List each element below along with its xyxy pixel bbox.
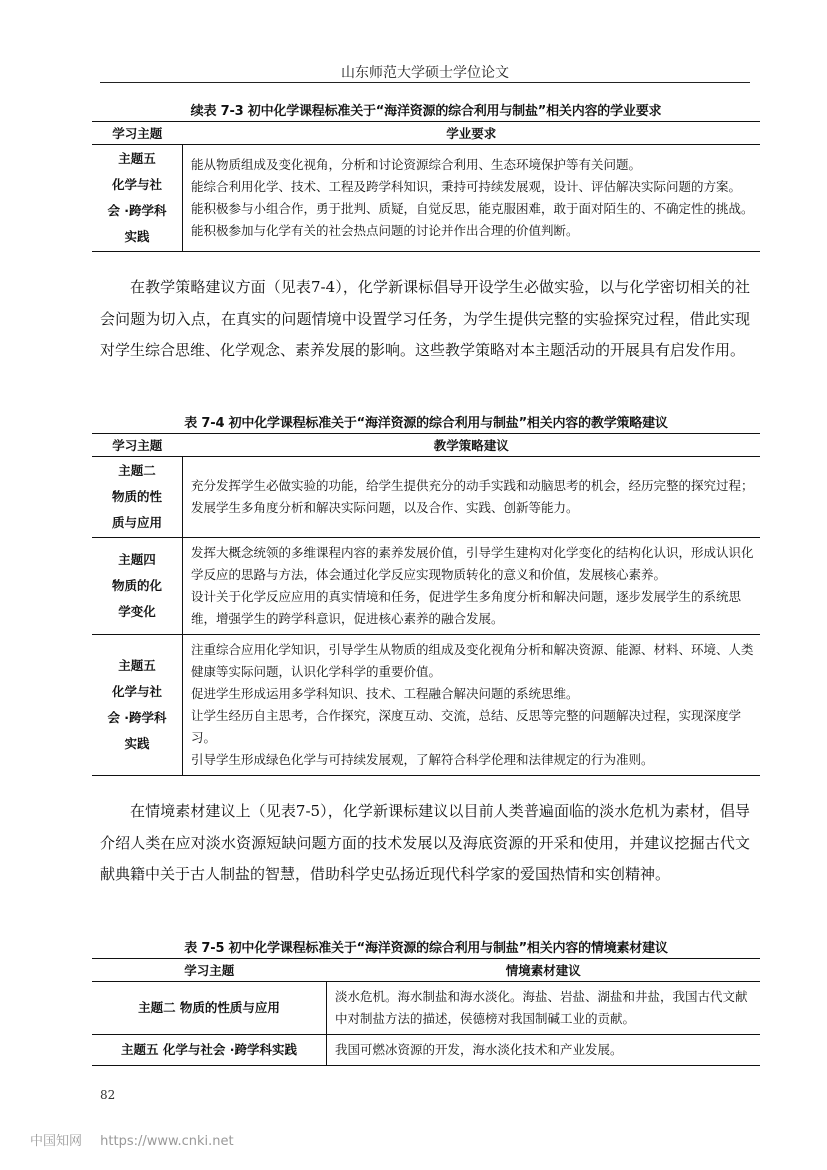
column-header-theme: 学习主题 <box>92 959 327 982</box>
running-header: 山东师范大学硕士学位论文 <box>341 65 509 81</box>
theme-line: 质与应用 <box>111 515 162 530</box>
content-line: 能积极参与小组合作，勇于批判、质疑，自觉反思，能克服困难，敢于面对陌生的、不确定性的挑战。能积极参加与化学有关的社会热点问题的讨论并作出合理的价值判断。 <box>191 201 754 238</box>
theme-line: 化学与社 <box>111 177 162 192</box>
table-row <box>92 538 760 635</box>
footer-brand: 中国知网 <box>30 1134 83 1149</box>
theme-line: 实践 <box>124 229 150 244</box>
content-cell: 我国可燃冰资源的开发，海水淡化技术和产业发展。 <box>327 1035 761 1066</box>
column-header-requirement: 学业要求 <box>183 122 761 145</box>
body-paragraph: 在教学策略建议方面（见表7-4），化学新课标倡导开设学生必做实验，以与化学密切相关的社会问题为切入点，在真实的问题情境中设置学习任务，为学生提供完整的实验探究过程，借此实现对学生综合思维、化学观念、素养发展的影响。这些教学策略对本主题活动的开展具有启发作用。 <box>100 278 750 359</box>
content-line: 让学生经历自主思考，合作探究，深度互动、交流，总结、反思等完整的问题解决过程，实现深度学习。 <box>191 708 742 745</box>
theme-line: 学变化 <box>118 604 156 619</box>
content-line: 发挥大概念统领的多维课程内容的素养发展价值，引导学生建构对化学变化的结构化认识，形成认识化学反应的思路与方法，体会通过化学反应实现物质转化的意义和价值，发展核心素养。 <box>191 545 754 582</box>
content-cell <box>183 145 761 252</box>
theme-line: 主题五 <box>118 151 156 166</box>
table-row <box>92 457 760 538</box>
content-line: 促进学生形成运用多学科知识、技术、工程融合解决问题的系统思维。 <box>191 686 579 701</box>
content-line: 能从物质组成及变化视角，分析和讨论资源综合利用、生态环境保护等有关问题。 <box>191 157 642 172</box>
theme-line: 主题五 <box>118 658 156 673</box>
table-row <box>92 635 760 776</box>
content-cell <box>183 457 761 538</box>
theme-line: 实践 <box>124 736 150 751</box>
theme-line: 会 ·跨学科 <box>107 710 167 725</box>
content-line: 注重综合应用化学知识，引导学生从物质的组成及变化视角分析和解决资源、能源、材料、环境、人类健康等实际问题，认识化学科学的重要价值。 <box>191 642 754 679</box>
table-7-3-caption: 续表 7-3 初中化学课程标准关于“海洋资源的综合利用与制盐”相关内容的学业要求 <box>190 104 662 119</box>
theme-cell: 主题五 化学与社会 ·跨学科实践 <box>92 1035 327 1066</box>
table-row <box>92 1035 760 1066</box>
content-line: 设计关于化学反应应用的真实情境和任务，促进学生多角度分析和解决问题，逐步发展学生的系统思维，增强学生的跨学科意识，促进核心素养的融合发展。 <box>191 589 742 626</box>
theme-cell: 主题二 物质的性质与应用 <box>92 982 327 1035</box>
table-7-4-caption: 表 7-4 初中化学课程标准关于“海洋资源的综合利用与制盐”相关内容的教学策略建议 <box>184 416 668 431</box>
theme-line: 物质的化 <box>111 578 162 593</box>
theme-line: 会 ·跨学科 <box>107 203 167 218</box>
column-header-materials: 情境素材建议 <box>327 959 761 982</box>
column-header-strategy: 教学策略建议 <box>183 434 761 457</box>
content-line: 引导学生形成绿色化学与可持续发展观，了解符合科学伦理和法律规定的行为准则。 <box>191 752 654 767</box>
content-cell <box>183 538 761 635</box>
header-rule <box>100 82 750 83</box>
theme-line: 物质的性 <box>111 489 162 504</box>
table-7-4 <box>92 433 760 776</box>
theme-cell <box>92 457 183 538</box>
table-7-5-caption: 表 7-5 初中化学课程标准关于“海洋资源的综合利用与制盐”相关内容的情境素材建议 <box>184 941 668 956</box>
content-cell <box>183 635 761 776</box>
theme-line: 主题二 <box>118 463 156 478</box>
theme-cell <box>92 635 183 776</box>
table-row <box>92 982 760 1035</box>
theme-cell <box>92 145 183 252</box>
theme-line: 主题四 <box>118 552 156 567</box>
table-row <box>92 145 760 252</box>
theme-cell <box>92 538 183 635</box>
content-line: 充分发挥学生必做实验的功能，给学生提供充分的动手实践和动脑思考的机会，经历完整的探究过程；发展学生多角度分析和解决实际问题，以及合作、实践、创新等能力。 <box>191 478 754 515</box>
footer-url: https://www.cnki.net <box>100 1134 234 1149</box>
footer-watermark <box>30 1130 248 1149</box>
content-line: 能综合利用化学、技术、工程及跨学科知识，秉持可持续发展观，设计、评估解决实际问题的方案。 <box>191 179 742 194</box>
body-paragraph: 在情境素材建议上（见表7-5），化学新课标建议以目前人类普遍面临的淡水危机为素材，倡导介绍人类在应对淡水资源短缺问题方面的技术发展以及海底资源的开采和使用，并建议挖掘古代文献典籍中关于古人制盐的智慧，借助科学史弘扬近现代科学家的爱国热情和实创精神。 <box>100 802 750 883</box>
column-header-theme: 学习主题 <box>92 122 183 145</box>
page-number: 82 <box>100 1088 116 1102</box>
table-7-3 <box>92 121 760 252</box>
theme-line: 化学与社 <box>111 684 162 699</box>
content-cell: 淡水危机。海水制盐和海水淡化。海盐、岩盐、湖盐和井盐，我国古代文献中对制盐方法的描述，侯德榜对我国制碱工业的贡献。 <box>327 982 761 1035</box>
table-7-5 <box>92 958 760 1066</box>
column-header-theme: 学习主题 <box>92 434 183 457</box>
